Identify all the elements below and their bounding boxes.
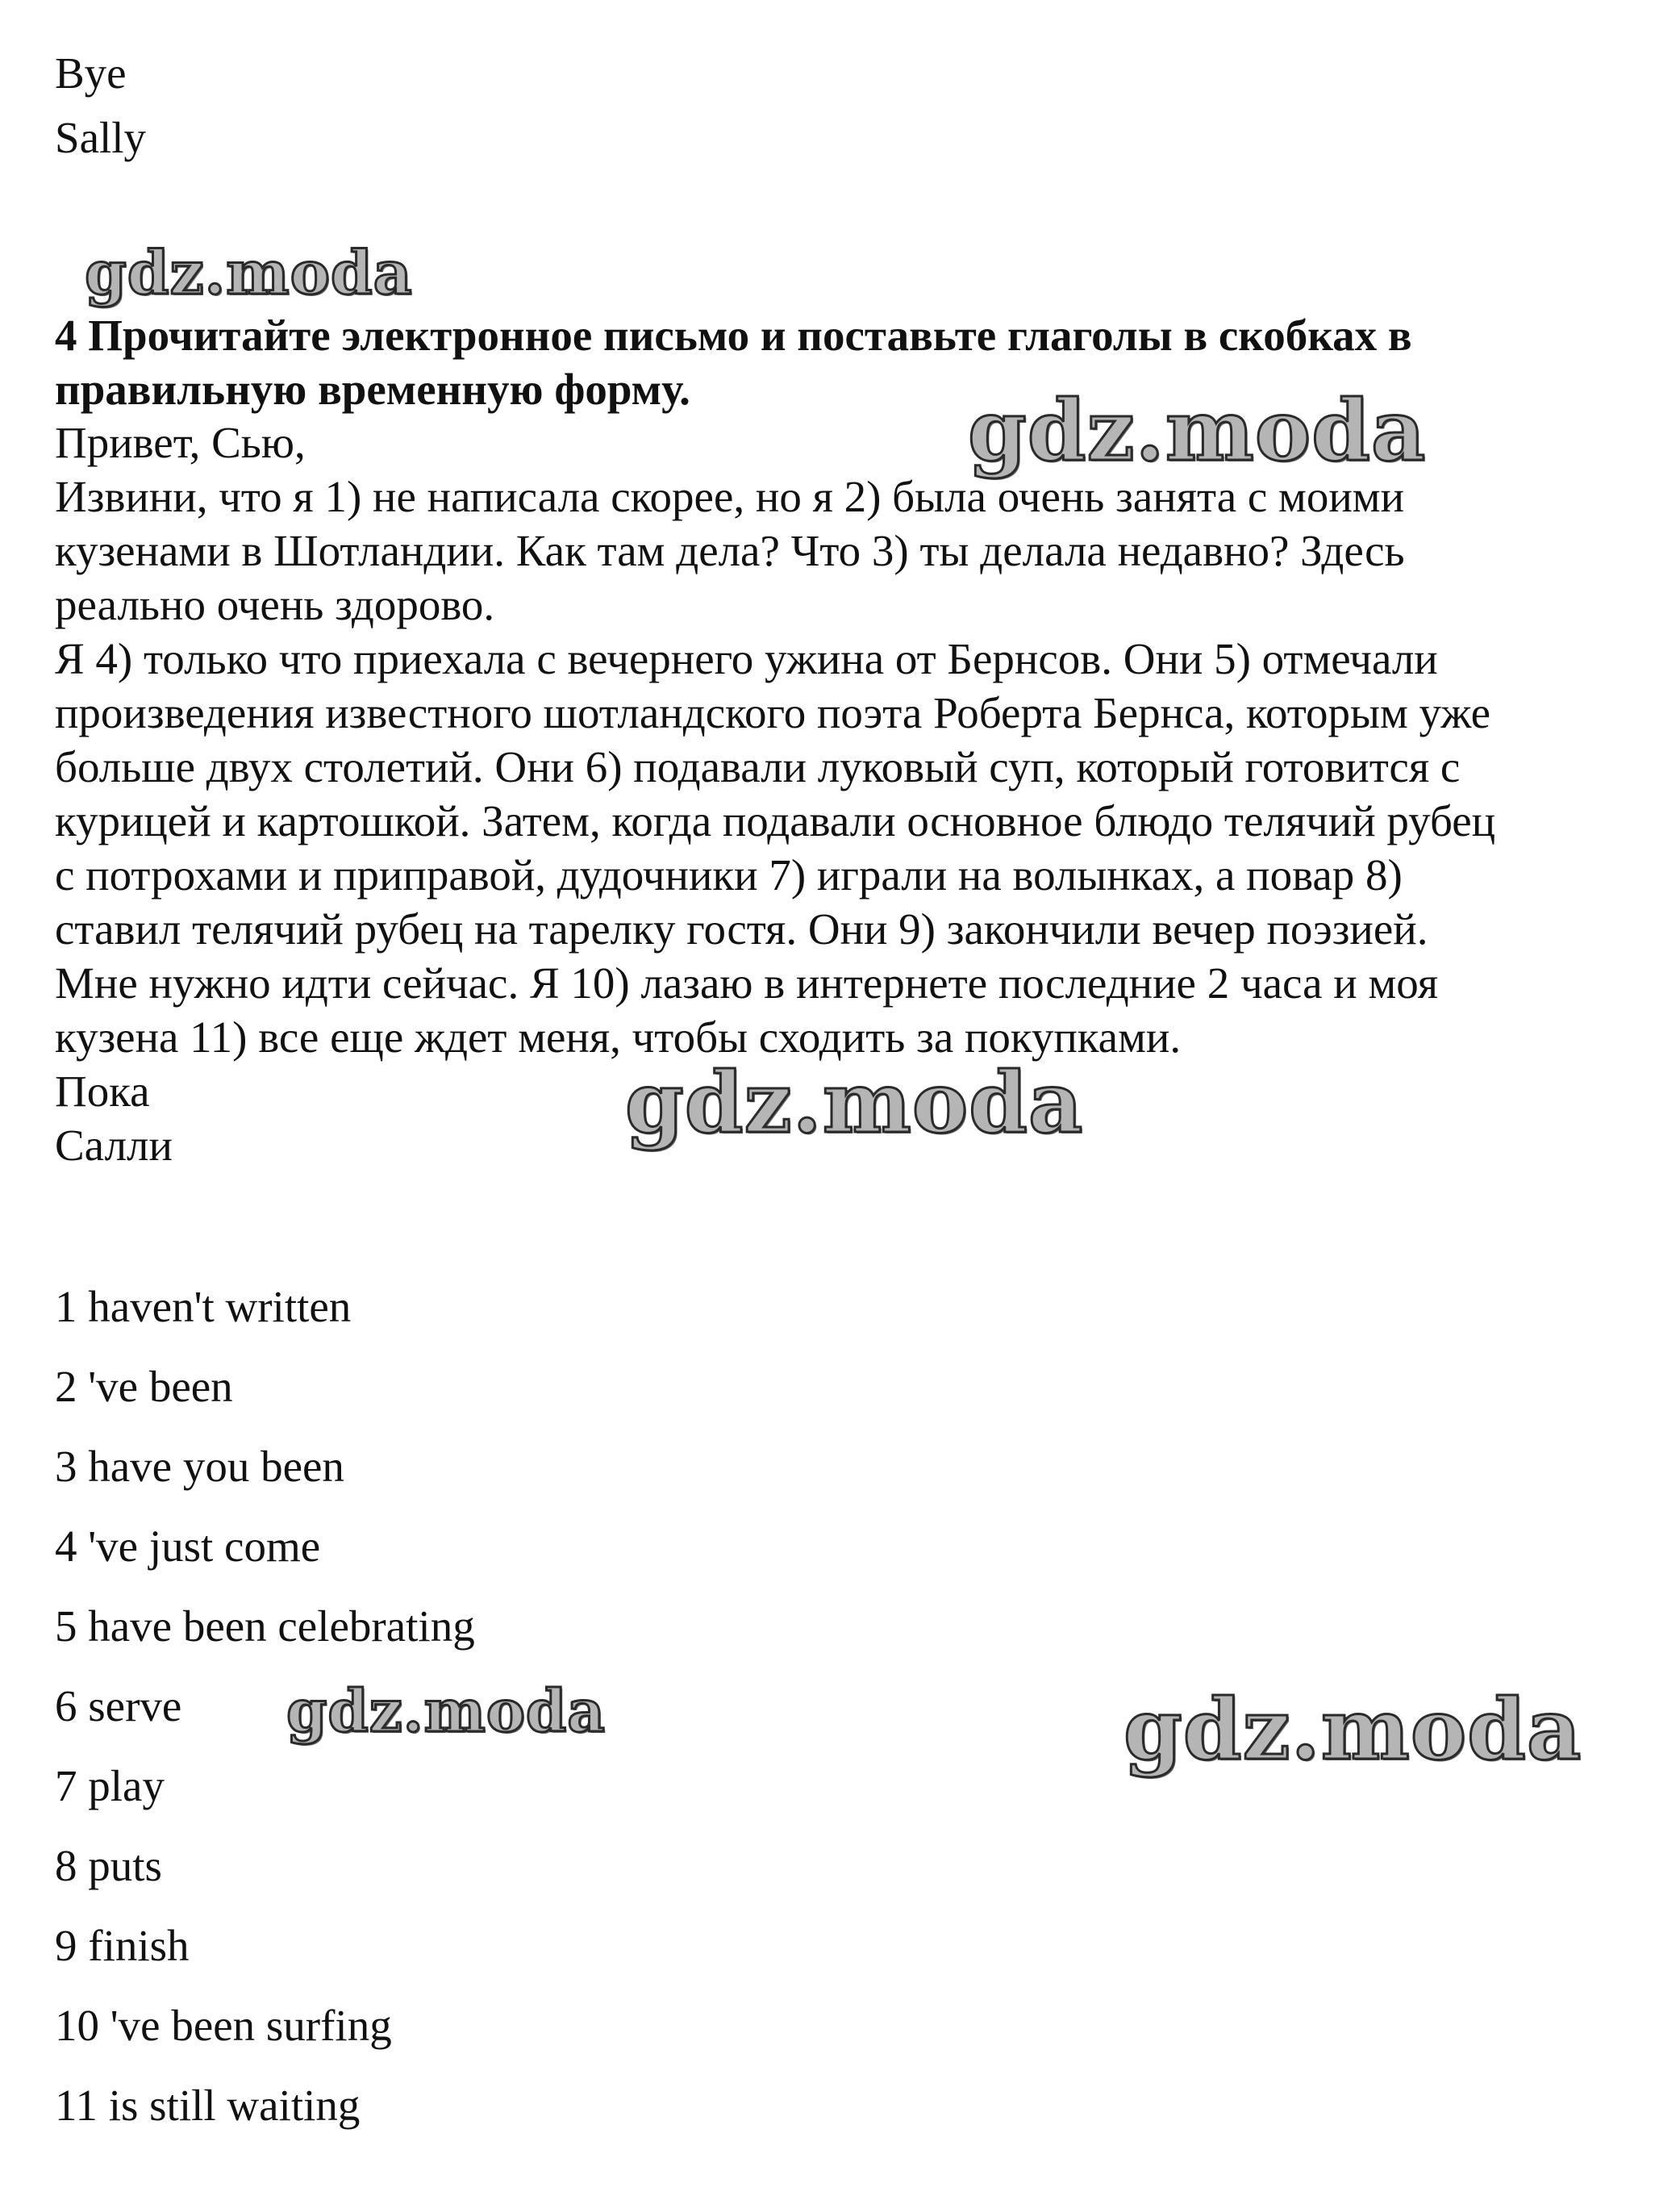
letter-line: кузена 11) все еще ждет меня, чтобы сходить за покупками. <box>55 1012 1182 1062</box>
letter-line: реально очень здорово. <box>55 580 495 629</box>
watermark-logo: gdz.moda <box>286 1676 606 1745</box>
answer-item: 9 finish <box>55 1921 190 1970</box>
answer-item: 11 is still waiting <box>55 2081 361 2130</box>
watermark-logo: gdz.moda <box>1123 1680 1582 1779</box>
letter-closing: Пока <box>55 1067 150 1116</box>
letter-line: ставил телячий рубец на тарелку гостя. Они 9) закончили вечер поэзией. <box>55 904 1428 954</box>
letter-line: произведения известного шотландского поэта Роберта Бернса, которым уже <box>55 688 1491 737</box>
answer-item: 10 've been surfing <box>55 2001 392 2050</box>
task-title-line-1: 4 Прочитайте электронное письмо и поставьте глаголы в скобках в <box>55 311 1412 360</box>
answer-item: 1 haven't written <box>55 1282 352 1331</box>
closing-bye: Bye <box>55 48 127 98</box>
task-title-line-2: правильную временную форму. <box>55 365 690 414</box>
letter-line: курицей и картошкой. Затем, когда подавали основное блюдо телячий рубец <box>55 796 1496 845</box>
answer-item: 7 play <box>55 1761 165 1810</box>
watermark-logo: gdz.moda <box>85 239 413 308</box>
letter-signature: Салли <box>55 1121 173 1170</box>
watermark-logo: gdz.moda <box>625 1053 1084 1152</box>
letter-line: Мне нужно идти сейчас. Я 10) лазаю в интернете последние 2 часа и моя <box>55 958 1439 1008</box>
letter-line: Привет, Сью, <box>55 418 306 467</box>
letter-line: с потрохами и приправой, дудочники 7) играли на волынках, а повар 8) <box>55 850 1403 900</box>
watermark-logo: gdz.moda <box>968 381 1427 480</box>
answer-item: 5 have been celebrating <box>55 1601 475 1651</box>
answer-item: 4 've just come <box>55 1522 321 1571</box>
letter-line: Извини, что я 1) не написала скорее, но я 2) была очень занята с моими <box>55 472 1405 521</box>
answer-item: 6 serve <box>55 1681 182 1730</box>
answer-item: 8 puts <box>55 1841 162 1890</box>
letter-line: кузенами в Шотландии. Как там дела? Что 3) ты делала недавно? Здесь <box>55 526 1405 575</box>
letter-line: Я 4) только что приехала с вечернего ужина от Бернсов. Они 5) отмечали <box>55 634 1438 683</box>
closing-sally: Sally <box>55 113 147 162</box>
answer-item: 3 have you been <box>55 1442 344 1491</box>
answer-item: 2 've been <box>55 1362 233 1411</box>
letter-line: больше двух столетий. Они 6) подавали луковый суп, который готовится с <box>55 742 1461 791</box>
